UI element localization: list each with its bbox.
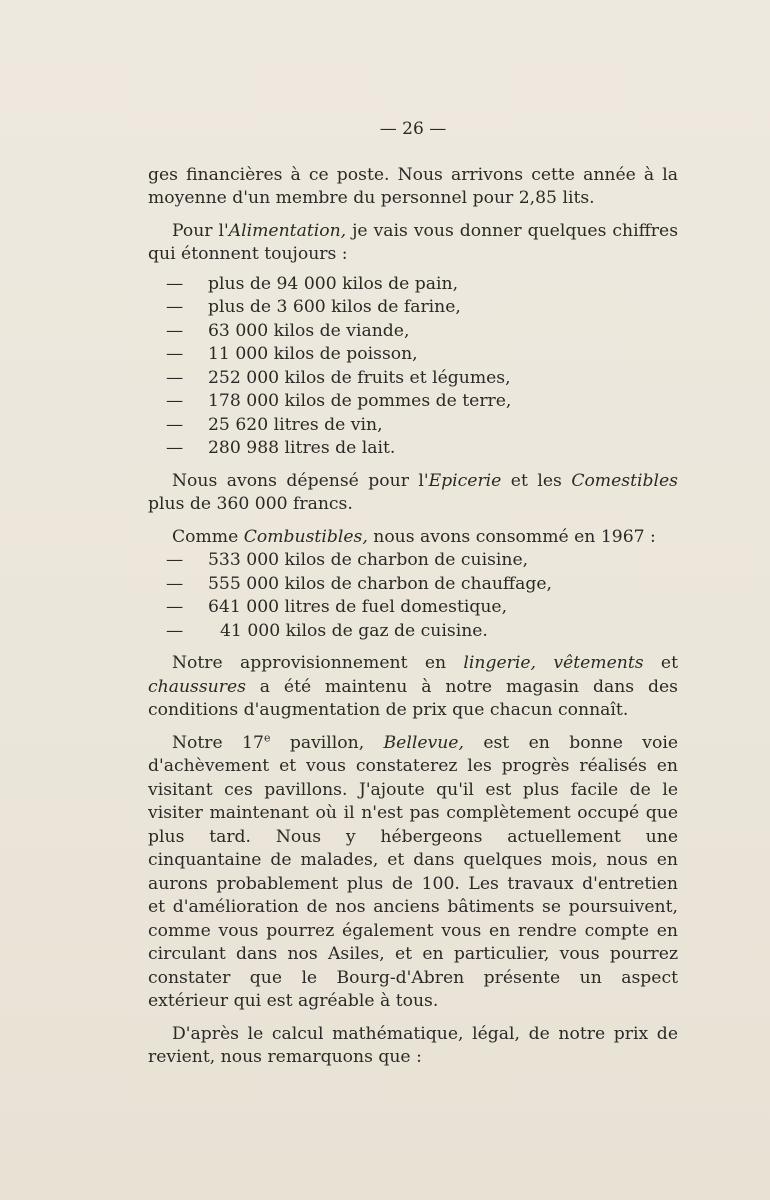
list-item-text: 25 620 litres de vin, (208, 414, 383, 435)
alimentation-paragraph (148, 220, 678, 267)
pavillon-part3: est en bonne voie d'achèvement et vous constaterez les progrès réalisés en visitant ces pavillons. J'ajoute qu'il est plus facile de le visiter maintenant où il n'est pas complètement occupé que plus tard. Nous y hébergeons actuellement une cinquantaine de malades, et dans quelques mois, nous en aurons probablement plus de 100. Les travaux d'entretien et d'amélioration de nos anciens bâtiments se poursuivent, comme vous pourrez également vous en rendre compte en circulant dans nos Asiles, et en particulier, vous pourrez constater que le Bourg-d'Abren présente un aspect extérieur qui est agréable à tous. (148, 732, 678, 1011)
list-item (166, 549, 678, 573)
pavillon-part1: Notre 17 (172, 732, 264, 753)
list-item-text: 533 000 kilos de charbon de cuisine, (208, 550, 529, 570)
list-item-text: 41 000 kilos de gaz de cuisine. (220, 620, 488, 641)
alimentation-term: Alimentation, (228, 220, 347, 241)
dash-mark: — (166, 297, 184, 317)
list-item-text: 641 000 litres de fuel domestique, (208, 597, 508, 617)
list-item (166, 296, 678, 320)
combustibles-term: Combustibles, (243, 526, 368, 547)
dash-mark: — (166, 414, 184, 435)
list-item (166, 437, 678, 461)
list-item (166, 320, 678, 344)
dash-mark: — (166, 391, 184, 411)
dash-mark: — (166, 597, 184, 617)
combustibles-list (166, 549, 678, 643)
bellevue-term: Bellevue, (383, 732, 464, 753)
page-number: — 26 — (379, 119, 447, 139)
list-item-text: plus de 3 600 kilos de farine, (208, 297, 461, 317)
dash-mark: — (166, 550, 184, 570)
list-item-text: 280 988 litres de lait. (208, 438, 396, 458)
list-item (166, 273, 678, 297)
alimentation-prefix: Pour l' (172, 220, 229, 241)
epicerie-part1: Nous avons dépensé pour l' (172, 470, 429, 491)
list-item-text: 252 000 kilos de fruits et légumes, (208, 367, 511, 388)
list-item (166, 390, 678, 414)
list-item (166, 596, 678, 620)
list-item (166, 343, 678, 367)
chaussures-term: chaussures (148, 676, 246, 697)
epicerie-part3: plus de 360 000 francs. (148, 494, 353, 514)
dash-mark: — (166, 320, 184, 341)
list-item (166, 414, 678, 438)
list-item (166, 620, 678, 644)
epicerie-term: Epicerie (428, 470, 502, 491)
dash-mark: — (166, 573, 184, 594)
combustibles-suffix: nous avons consommé en 1967 : (367, 526, 656, 547)
list-item-text: 63 000 kilos de viande, (208, 320, 410, 341)
epicerie-part2: et les (501, 470, 572, 491)
approvisionnement-part2: et (643, 653, 678, 673)
lingerie-term: lingerie, vêtements (463, 653, 644, 673)
comestibles-term: Comestibles (571, 470, 678, 491)
epicerie-paragraph (148, 470, 678, 517)
list-item-text: 178 000 kilos de pommes de terre, (208, 391, 512, 411)
pavillon-paragraph (148, 732, 678, 1014)
list-item-text: plus de 94 000 kilos de pain, (208, 273, 459, 294)
ordinal-superscript: e (263, 730, 271, 744)
list-item-text: 555 000 kilos de charbon de chauffage, (208, 573, 553, 594)
approvisionnement-paragraph (148, 652, 678, 723)
dash-mark: — (166, 273, 184, 294)
dash-mark: — (166, 438, 184, 458)
list-item-text: 11 000 kilos de poisson, (208, 344, 418, 364)
approvisionnement-part1: Notre approvisionnement en (172, 653, 464, 673)
dash-mark: — (166, 344, 184, 364)
combustibles-prefix: Comme (172, 526, 244, 547)
intro-paragraph: ges financières à ce poste. Nous arrivons cette année à la moyenne d'un membre du personnel pour 2,85 lits. (148, 164, 678, 208)
list-item (166, 367, 678, 391)
approvisionnement-part3: a été maintenu à notre magasin dans des conditions d'augmentation de prix que chacun connaît. (148, 676, 678, 720)
combustibles-paragraph (148, 526, 678, 550)
page-content (148, 118, 678, 1070)
alimentation-suffix: je vais vous donner quelques chiffres qui étonnent toujours : (148, 220, 679, 264)
alimentation-list (166, 273, 678, 461)
dash-mark: — (166, 367, 184, 388)
dash-mark: — (166, 620, 184, 641)
closing-paragraph: D'après le calcul mathématique, légal, de notre prix de revient, nous remarquons que : (148, 1023, 678, 1067)
list-item (166, 573, 678, 597)
pavillon-part2: pavillon, (270, 732, 384, 753)
